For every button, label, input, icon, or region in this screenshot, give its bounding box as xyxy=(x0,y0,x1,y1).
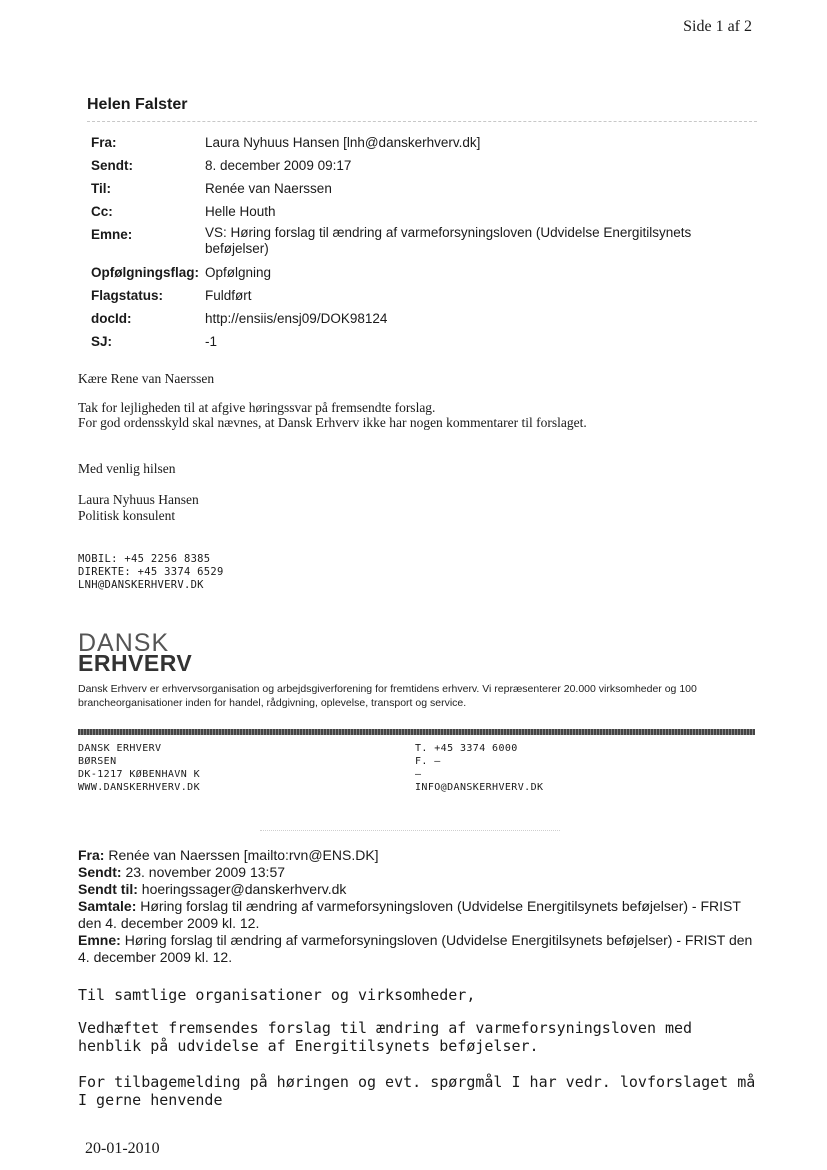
forward-from xyxy=(78,847,758,864)
header-flag-status-label: Flagstatus: xyxy=(91,288,164,303)
print-date: 20-01-2010 xyxy=(85,1140,160,1157)
forward-separator xyxy=(260,830,560,831)
footer-address-line-2: BØRSEN xyxy=(78,756,117,767)
forward-conversation-label: Samtale: xyxy=(78,898,137,914)
footer-divider-bar xyxy=(78,729,755,735)
forward-greeting: Til samtlige organisationer og virksomheder, xyxy=(78,986,476,1004)
letter-salutation: Kære Rene van Naerssen xyxy=(78,371,215,386)
header-followup-flag-value: Opfølgning xyxy=(205,265,272,280)
contact-mobile: MOBIL: +45 2256 8385 xyxy=(78,553,211,565)
forward-from-label: Fra: xyxy=(78,847,105,863)
header-followup-flag-label: Opfølgningsflag: xyxy=(91,265,199,280)
header-sent-label: Sendt: xyxy=(91,158,133,173)
footer-email: INFO@DANSKERHVERV.DK xyxy=(415,782,544,793)
forward-subject xyxy=(78,932,758,966)
forward-subject-label: Emne: xyxy=(78,932,121,948)
forward-from-value: Renée van Naerssen [mailto:rvn@ENS.DK] xyxy=(108,847,379,863)
footer-phone: T. +45 3374 6000 xyxy=(415,743,518,754)
forward-sent-to-value: hoeringssager@danskerhverv.dk xyxy=(141,881,347,897)
mailbox-owner-name: Helen Falster xyxy=(87,96,188,113)
page-number-label: Side 1 af 2 xyxy=(683,18,752,35)
header-divider xyxy=(87,121,757,122)
header-sj-value: -1 xyxy=(205,334,218,349)
header-cc-label: Cc: xyxy=(91,204,113,219)
footer-fax: F. — xyxy=(415,756,441,767)
header-subject-value: VS: Høring forslag til ændring af varmeforsyningsloven (Udvidelse Energitilsynets beføjelser) xyxy=(205,225,692,256)
forward-sent-value: 23. november 2009 13:57 xyxy=(125,864,286,880)
header-sj-label: SJ: xyxy=(91,334,113,349)
footer-address-line-4: WWW.DANSKERHVERV.DK xyxy=(78,782,200,793)
forward-sent-label: Sendt: xyxy=(78,864,122,880)
signer-title: Politisk konsulent xyxy=(78,508,176,523)
organisation-description: Dansk Erhverv er erhvervsorganisation og arbejdsgiverforening for fremtidens erhverv. Vi repræsenterer 20.000 virksomheder og 100 brancheorganisationer inden for handel, rådgivning, oplevelse, transport og service. xyxy=(78,683,697,709)
header-docid-label: docId: xyxy=(91,311,132,326)
header-subject-label: Emne: xyxy=(91,227,133,242)
forward-paragraph-2: For tilbagemelding på høringen og evt. spørgmål I har vedr. lovforslaget må I gerne henvende xyxy=(78,1073,756,1109)
footer-address-line-1: DANSK ERHVERV xyxy=(78,743,162,754)
header-from-value: Laura Nyhuus Hansen [lnh@danskerhverv.dk] xyxy=(205,135,481,150)
forward-sent-to xyxy=(78,881,758,898)
header-to-value: Renée van Naerssen xyxy=(205,181,332,196)
forward-sent-to-label: Sendt til: xyxy=(78,881,138,897)
letter-line-1: Tak for lejligheden til at afgive høringssvar på fremsendte forslag. xyxy=(78,400,436,415)
header-sent-value: 8. december 2009 09:17 xyxy=(205,158,352,173)
letter-line-2: For god ordensskyld skal nævnes, at Dansk Erhverv ikke har nogen kommentarer til forslaget. xyxy=(78,415,587,430)
signer-name: Laura Nyhuus Hansen xyxy=(78,492,199,507)
logo-dansk-text: DANSK xyxy=(78,629,170,657)
footer-blank-line: – xyxy=(415,769,422,780)
header-cc-value: Helle Houth xyxy=(205,204,276,219)
header-docid-value: http://ensiis/ensj09/DOK98124 xyxy=(205,311,388,326)
forward-conversation-value: Høring forslag til ændring af varmeforsyningsloven (Udvidelse Energitilsynets beføjelser) - FRIST den 4. december 2009 kl. 12. xyxy=(78,898,741,931)
header-to-label: Til: xyxy=(91,181,111,196)
contact-email: LNH@DANSKERHVERV.DK xyxy=(78,579,204,591)
footer-address-line-3: DK-1217 KØBENHAVN K xyxy=(78,769,200,780)
forward-paragraph-1: Vedhæftet fremsendes forslag til ændring af varmeforsyningsloven med henblik på udvidelse af Energitilsynets beføjelser. xyxy=(78,1019,693,1055)
header-from-label: Fra: xyxy=(91,135,117,150)
forward-subject-value: Høring forslag til ændring af varmeforsyningsloven (Udvidelse Energitilsynets beføjelser) - FRIST den 4. december 2009 kl. 12. xyxy=(78,932,753,965)
contact-direct: DIREKTE: +45 3374 6529 xyxy=(78,566,224,578)
forward-sent xyxy=(78,864,758,881)
header-flag-status-value: Fuldført xyxy=(205,288,252,303)
logo-erhverv-text: ERHVERV xyxy=(78,650,193,676)
letter-closing: Med venlig hilsen xyxy=(78,461,176,476)
forward-conversation xyxy=(78,898,758,932)
